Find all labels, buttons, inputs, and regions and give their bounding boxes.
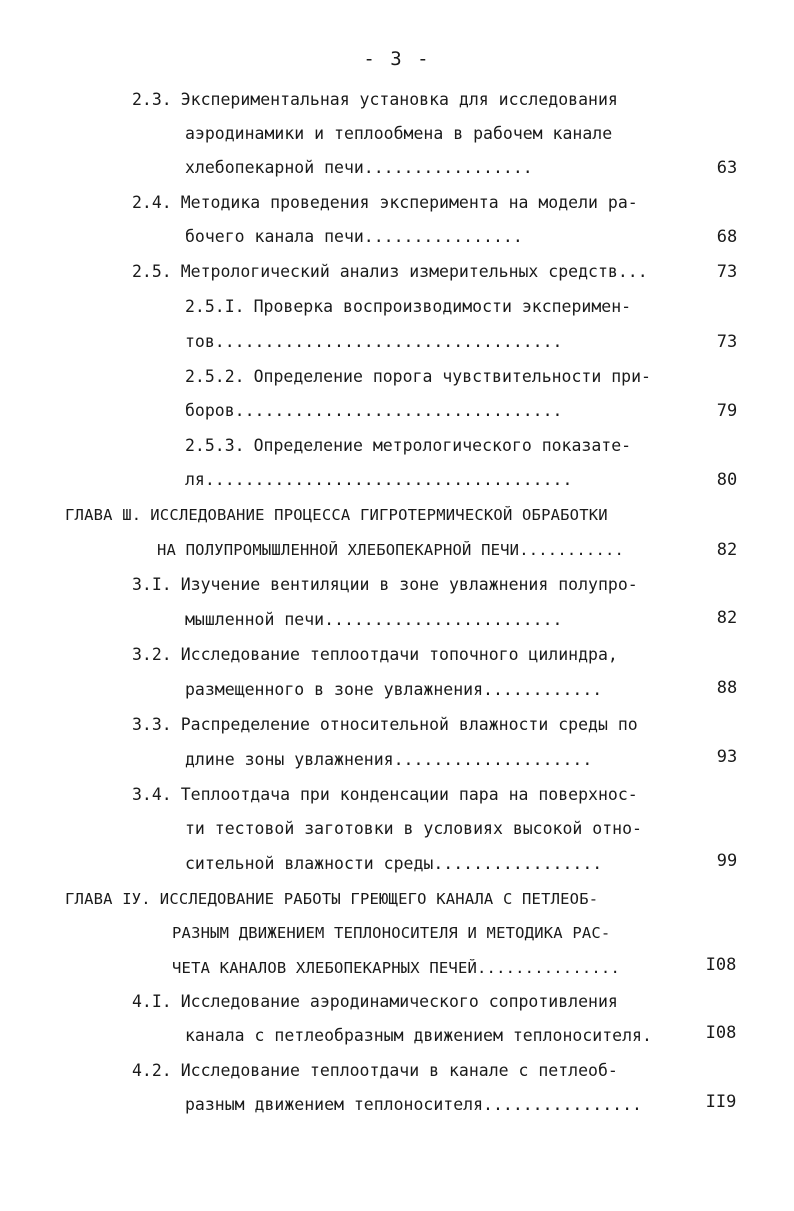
toc-entry-2-5-1-line-2: тов................................... <box>185 332 563 351</box>
toc-entry-4-1-line-1 <box>132 987 618 1017</box>
toc-entry-text: Метрологический анализ измерительных средств... <box>180 262 648 281</box>
toc-entry-3-1-line-2: мышленной печи........................ <box>185 610 563 629</box>
chapter-4-heading-line-2: РАЗНЫМ ДВИЖЕНИЕМ ТЕПЛОНОСИТЕЛЯ И МЕТОДИКА РАС- <box>172 924 611 942</box>
toc-entry-text: Теплоотдача при конденсации пара на поверхнос- <box>180 785 638 804</box>
toc-entry-number: 2.5. <box>132 262 172 281</box>
toc-page-number: 79 <box>716 401 738 421</box>
toc-entry-2-3-line-1 <box>132 85 618 115</box>
toc-entry-text: Распределение относительной влажности среды по <box>180 715 638 734</box>
toc-page-number: 88 <box>716 678 738 698</box>
toc-entry-2-5-2-line-2: боров................................. <box>185 401 563 420</box>
toc-page-number: 68 <box>716 227 738 247</box>
toc-entry-text: Определение метрологического показате- <box>253 436 632 455</box>
toc-entry-2-3-line-2: аэродинамики и теплообмена в рабочем канале <box>185 124 613 143</box>
toc-page-number: 82 <box>716 540 738 560</box>
toc-entry-3-1-line-1 <box>132 570 638 600</box>
toc-page-number: II9 <box>705 1092 737 1112</box>
toc-page-number: 99 <box>716 851 738 871</box>
toc-page-number: 73 <box>716 262 738 282</box>
toc-page-number: 93 <box>716 747 738 767</box>
toc-entry-text: Исследование теплоотдачи топочного цилиндра, <box>180 645 618 664</box>
toc-entry-text: Экспериментальная установка для исследования <box>180 90 618 109</box>
page-number: - 3 - <box>363 48 431 70</box>
toc-entry-2-5-1-line-1 <box>185 292 631 322</box>
toc-entry-4-2-line-2: разным движением теплоносителя................ <box>185 1095 642 1114</box>
toc-entry-3-2-line-2: размещенного в зоне увлажнения............ <box>185 680 603 699</box>
toc-entry-text: Проверка воспроизводимости эксперимен- <box>253 297 632 316</box>
toc-entry-text: Изучение вентиляции в зоне увлажнения полупро- <box>180 575 638 594</box>
toc-entry-text: Исследование теплоотдачи в канале с петлеоб- <box>180 1061 618 1080</box>
toc-entry-number: 2.4. <box>132 193 172 212</box>
toc-entry-2-3-line-3: хлебопекарной печи................. <box>185 158 533 177</box>
toc-page-number: I08 <box>705 955 737 975</box>
toc-entry-3-2-line-1 <box>132 640 618 670</box>
toc-page-number: 73 <box>716 332 738 352</box>
toc-entry-2-5-3-line-1 <box>185 431 631 461</box>
chapter-number: ГЛАВА Ш. <box>65 506 142 524</box>
chapter-4-heading-line-3: ЧЕТА КАНАЛОВ ХЛЕБОПЕКАРНЫХ ПЕЧЕЙ............... <box>172 959 620 977</box>
toc-entry-text: Методика проведения эксперимента на модели ра- <box>180 193 638 212</box>
toc-entry-2-4-line-2: бочего канала печи................ <box>185 227 523 246</box>
toc-entry-3-4-line-1 <box>132 780 638 810</box>
chapter-3-heading-line-2: НА ПОЛУПРОМЫШЛЕННОЙ ХЛЕБОПЕКАРНОЙ ПЕЧИ........... <box>157 541 625 559</box>
toc-entry-4-1-line-2: канала с петлеобразным движением теплоносителя. <box>185 1026 652 1045</box>
toc-entry-number: 2.5.I. <box>185 297 245 316</box>
toc-entry-2-5-line-1 <box>132 257 648 287</box>
chapter-number: ГЛАВА IУ. <box>65 890 151 908</box>
toc-entry-text: Определение порога чувствительности при- <box>253 367 651 386</box>
toc-entry-number: 2.3. <box>132 90 172 109</box>
toc-entry-4-2-line-1 <box>132 1056 618 1086</box>
toc-entry-3-4-line-3: сительной влажности среды................. <box>185 854 603 873</box>
toc-entry-2-5-2-line-1 <box>185 362 651 392</box>
toc-entry-3-3-line-2: длине зоны увлажнения.................... <box>185 750 593 769</box>
toc-page-number: 82 <box>716 608 738 628</box>
toc-entry-number: 3.3. <box>132 715 172 734</box>
chapter-3-heading-line-1 <box>65 500 608 530</box>
toc-entry-2-4-line-1 <box>132 188 638 218</box>
toc-entry-2-5-3-line-2: ля..................................... <box>185 470 573 489</box>
chapter-title: ИССЛЕДОВАНИЕ ПРОЦЕССА ГИГРОТЕРМИЧЕСКОЙ ОБРАБОТКИ <box>150 506 608 524</box>
toc-entry-number: 2.5.2. <box>185 367 245 386</box>
toc-entry-number: 3.4. <box>132 785 172 804</box>
chapter-title: ИССЛЕДОВАНИЕ РАБОТЫ ГРЕЮЩЕГО КАНАЛА С ПЕТЛЕОБ- <box>159 890 599 908</box>
toc-entry-text: Исследование аэродинамического сопротивления <box>180 992 618 1011</box>
toc-entry-number: 4.I. <box>132 992 172 1011</box>
toc-entry-3-4-line-2: ти тестовой заготовки в условиях высокой отно- <box>185 819 642 838</box>
toc-page-number: I08 <box>705 1023 737 1043</box>
toc-entry-number: 3.2. <box>132 645 172 664</box>
toc-page-number: 80 <box>716 470 738 490</box>
toc-entry-number: 3.I. <box>132 575 172 594</box>
chapter-4-heading-line-1 <box>65 884 598 914</box>
toc-entry-number: 4.2. <box>132 1061 172 1080</box>
toc-entry-3-3-line-1 <box>132 710 638 740</box>
toc-entry-number: 2.5.3. <box>185 436 245 455</box>
toc-page-number: 63 <box>716 158 738 178</box>
